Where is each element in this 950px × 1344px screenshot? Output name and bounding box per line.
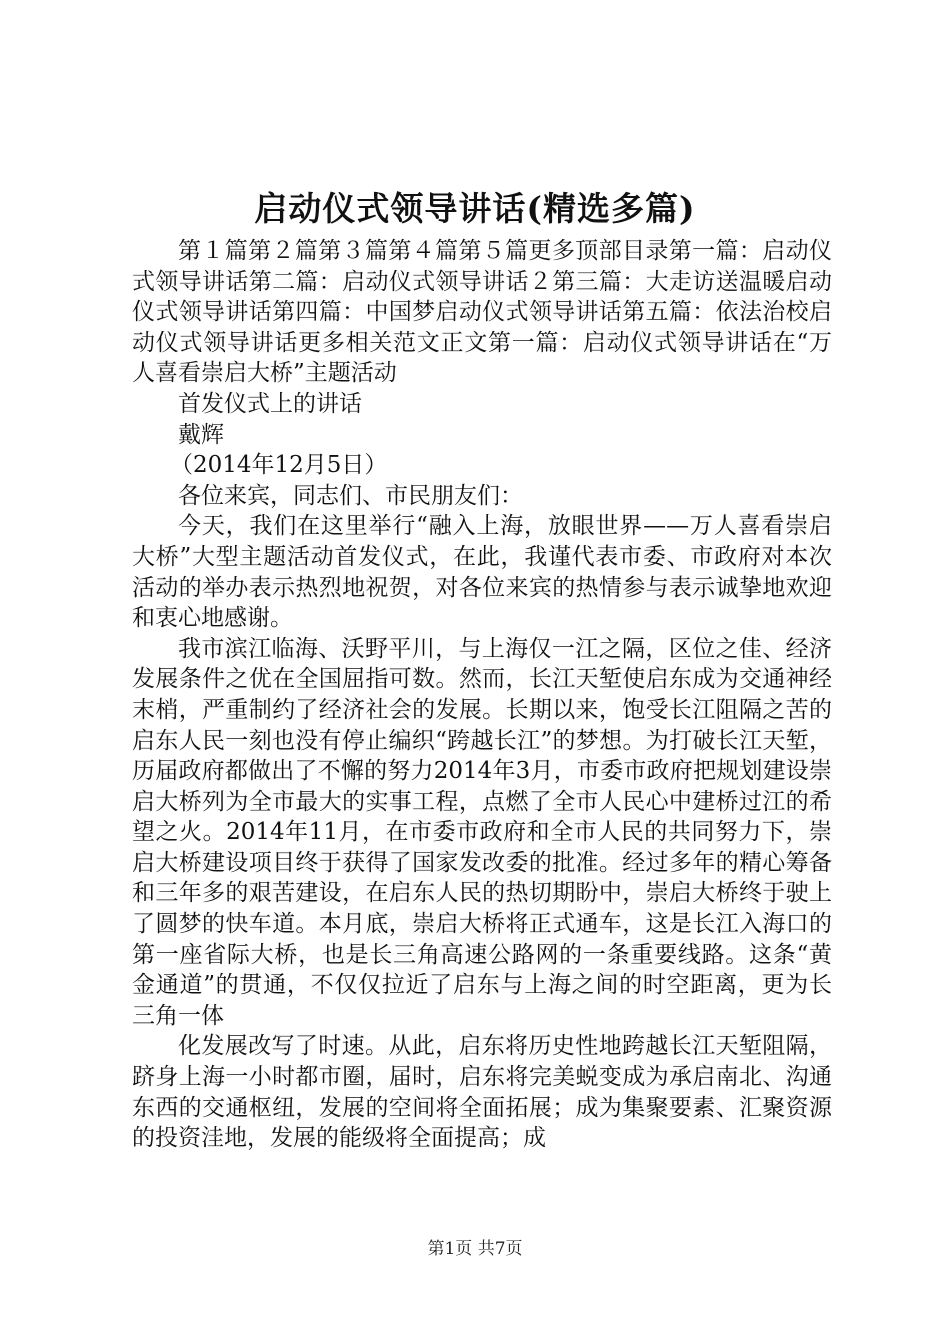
speaker-name: 戴辉 bbox=[178, 421, 224, 448]
document-title: 启动仪式领导讲话(精选多篇) bbox=[254, 189, 696, 228]
speech-subtitle: 首发仪式上的讲话 bbox=[178, 390, 362, 417]
body-paragraph: 化发展改写了时速。从此，启东将历史性地跨越长江天堑阻隔，跻身上海一小时都市圈，届时，启东将完美蜕变成为承启南北、沟通东西的交通枢纽，发展的空间将全面拓展；成为集聚要素、汇聚资源的投资洼地，发展的能级将全面提高；成 bbox=[132, 1033, 832, 1152]
toc-paragraph: 第１篇第２篇第３篇第４篇第５篇更多顶部目录第一篇：启动仪式领导讲话第二篇：启动仪式领导讲话２第三篇：大走访送温暖启动仪式领导讲话第四篇：中国梦启动仪式领导讲话第五篇：依法治校启动仪式领导讲话更多相关范文正文第一篇：启动仪式领导讲话在“万人喜看崇启大桥”主题活动 bbox=[132, 238, 832, 387]
body-paragraph: 今天，我们在这里举行“融入上海，放眼世界——万人喜看崇启大桥”大型主题活动首发仪式，在此，我谨代表市委、市政府对本次活动的举办表示热烈地祝贺，对各位来宾的热情参与表示诚挚地欢迎和衷心地感谢。 bbox=[132, 513, 832, 632]
page-footer: 第1页 共7页 bbox=[427, 1239, 523, 1259]
salutation: 各位来宾，同志们、市民朋友们： bbox=[178, 482, 523, 509]
body-paragraph: 我市滨江临海、沃野平川，与上海仅一江之隔，区位之佳、经济发展条件之优在全国屈指可数。然而，长江天堑使启东成为交通神经末梢，严重制约了经济社会的发展。长期以来，饱受长江阻隔之苦的启东人民一刻也没有停止编织“跨越长江”的梦想。为打破长江天堑，历届政府都做出了不懈的努力2014年3月，市委市政府把规划建设崇启大桥列为全市最大的实事工程，点燃了全市人民心中建桥过江的希望之火。2014年11月，在市委市政府和全市人民的共同努力下，崇启大桥建设项目终于获得了国家发改委的批准。经过多年的精心筹备和三年多的艰苦建设，在启东人民的热切期盼中，崇启大桥终于驶上了圆梦的快车道。本月底，崇启大桥将正式通车，这是长江入海口的第一座省际大桥，也是长三角高速公路网的一条重要线路。这条“黄金通道”的贯通，不仅仅拉近了启东与上海之间的时空距离，更为长三角一体 bbox=[132, 635, 832, 1029]
document-body bbox=[132, 236, 832, 1154]
speech-date: （2014年12月5日） bbox=[170, 452, 388, 479]
